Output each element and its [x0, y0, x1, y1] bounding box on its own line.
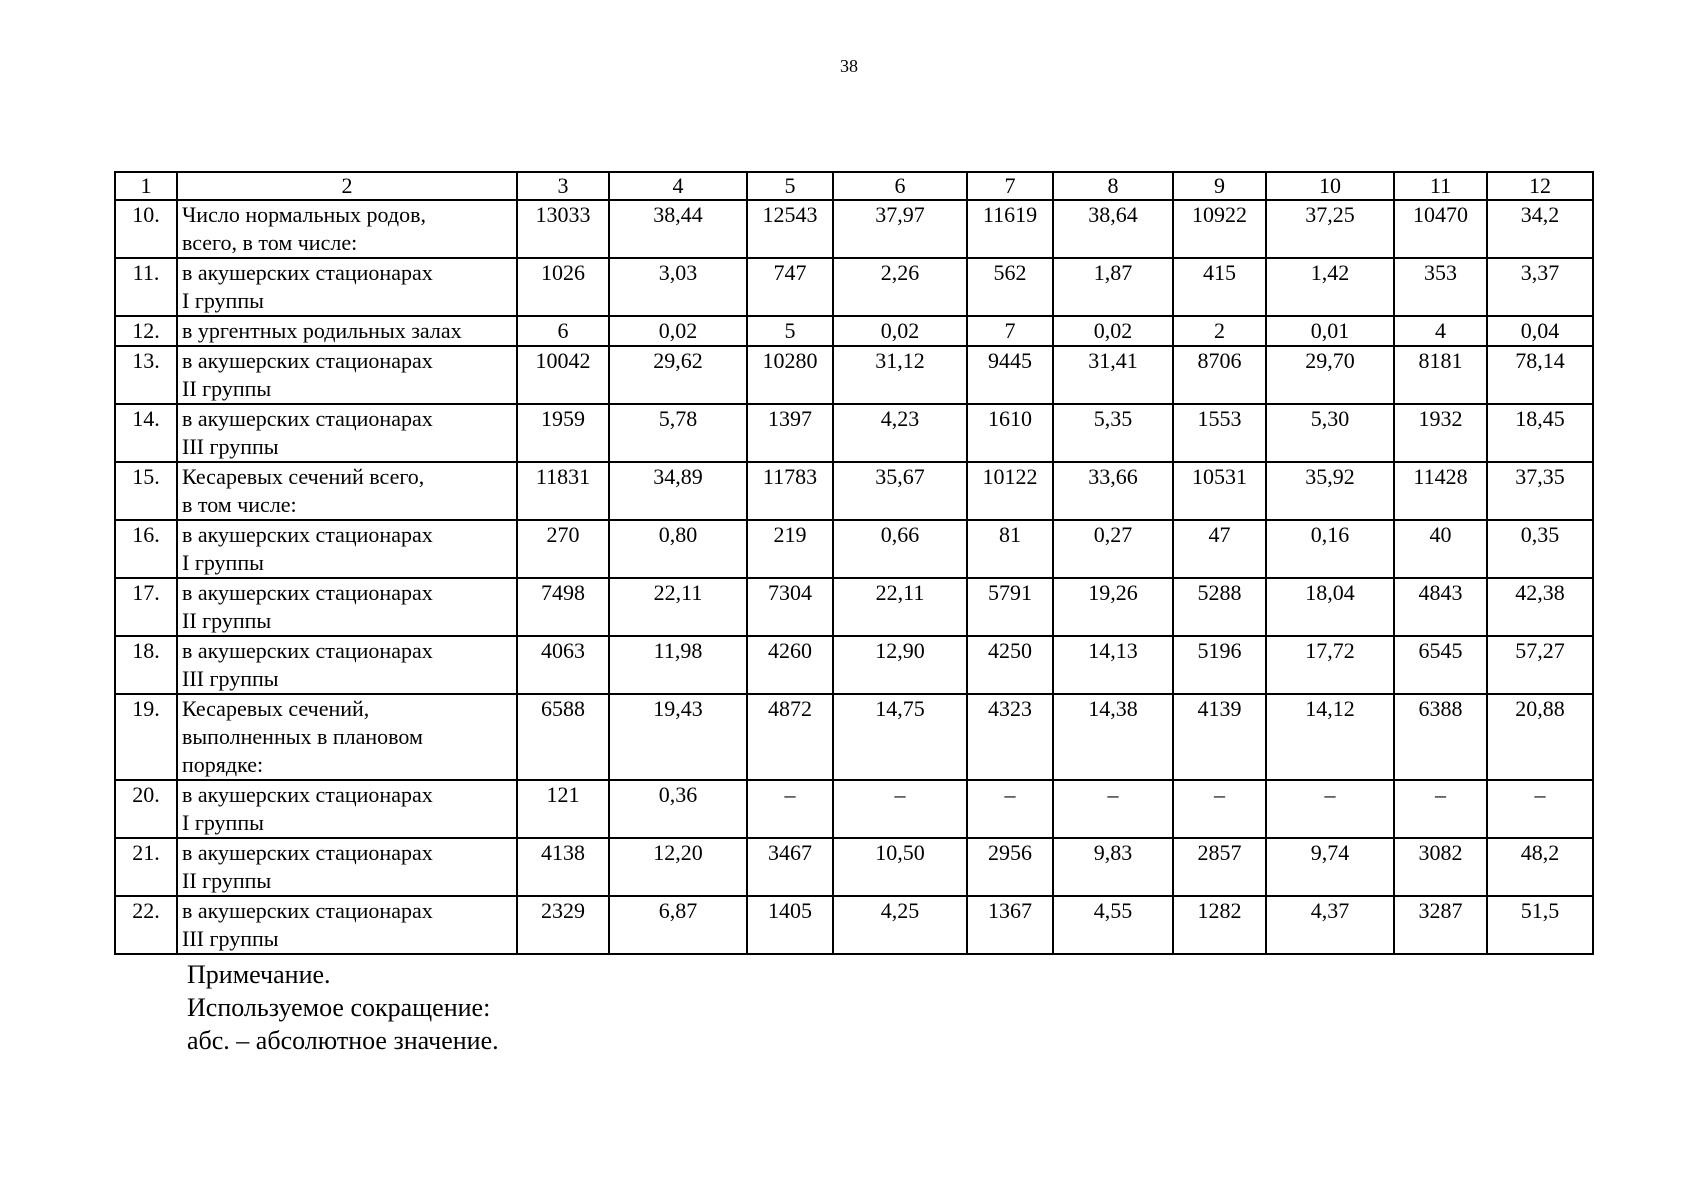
table-cell: 11783 [747, 462, 833, 520]
table-cell: – [1487, 780, 1593, 838]
table-row [115, 316, 1593, 346]
table-cell: 0,35 [1487, 520, 1593, 578]
table-cell: 34,89 [609, 462, 747, 520]
table-cell: 4139 [1173, 694, 1266, 780]
column-header: 6 [833, 172, 967, 200]
table-cell: 10042 [517, 346, 609, 404]
table-cell: 219 [747, 520, 833, 578]
table-cell: 10531 [1173, 462, 1266, 520]
table-cell: 3,37 [1487, 258, 1593, 316]
table-cell: 121 [517, 780, 609, 838]
table-cell: 5288 [1173, 578, 1266, 636]
table-cell: 20,88 [1487, 694, 1593, 780]
row-number: 11. [115, 258, 177, 316]
column-header: 7 [967, 172, 1053, 200]
table-cell: 17,72 [1266, 636, 1394, 694]
column-header: 2 [177, 172, 517, 200]
table-cell: 11428 [1394, 462, 1487, 520]
table-cell: 14,13 [1053, 636, 1173, 694]
table-cell: 1397 [747, 404, 833, 462]
table-cell: 0,02 [609, 316, 747, 346]
table-cell: 31,12 [833, 346, 967, 404]
table-cell: 1959 [517, 404, 609, 462]
table-cell: 0,27 [1053, 520, 1173, 578]
table-row [115, 346, 1593, 404]
table-cell: 5,35 [1053, 404, 1173, 462]
table-cell: 11,98 [609, 636, 747, 694]
table-cell: 6 [517, 316, 609, 346]
row-label: Число нормальных родов, всего, в том числе: [177, 200, 517, 258]
table-cell: 562 [967, 258, 1053, 316]
column-header: 12 [1487, 172, 1593, 200]
table-cell: 37,25 [1266, 200, 1394, 258]
table-cell: 13033 [517, 200, 609, 258]
column-header: 3 [517, 172, 609, 200]
row-label: в акушерских стационарах II группы [177, 578, 517, 636]
table-cell: 1,42 [1266, 258, 1394, 316]
table-cell: 1282 [1173, 896, 1266, 954]
table-cell: 12,20 [609, 838, 747, 896]
row-label: Кесаревых сечений всего, в том числе: [177, 462, 517, 520]
row-number: 22. [115, 896, 177, 954]
table-cell: 4138 [517, 838, 609, 896]
row-label: в акушерских стационарах III группы [177, 636, 517, 694]
table-cell: – [967, 780, 1053, 838]
table-cell: 0,80 [609, 520, 747, 578]
table-body [115, 200, 1593, 954]
table-cell: 747 [747, 258, 833, 316]
table-cell: 4260 [747, 636, 833, 694]
table-cell: 9445 [967, 346, 1053, 404]
table-cell: 12543 [747, 200, 833, 258]
row-label: Кесаревых сечений, выполненных в плановом порядке: [177, 694, 517, 780]
row-label: в акушерских стационарах II группы [177, 346, 517, 404]
table-cell: 0,16 [1266, 520, 1394, 578]
table-cell: 14,75 [833, 694, 967, 780]
table-cell: 51,5 [1487, 896, 1593, 954]
table-cell: 1367 [967, 896, 1053, 954]
row-label: в акушерских стационарах I группы [177, 780, 517, 838]
table-cell: 4872 [747, 694, 833, 780]
table-cell: 8181 [1394, 346, 1487, 404]
row-number: 21. [115, 838, 177, 896]
table-cell: 3287 [1394, 896, 1487, 954]
table-row [115, 462, 1593, 520]
table-cell: 38,44 [609, 200, 747, 258]
note [187, 958, 499, 1057]
table-cell: 2,26 [833, 258, 967, 316]
table-row [115, 200, 1593, 258]
table-cell: – [1394, 780, 1487, 838]
row-label: в акушерских стационарах II группы [177, 838, 517, 896]
table-cell: 4843 [1394, 578, 1487, 636]
table-cell: 11831 [517, 462, 609, 520]
table-row [115, 258, 1593, 316]
table-cell: 6545 [1394, 636, 1487, 694]
table-cell: 10280 [747, 346, 833, 404]
column-header: 1 [115, 172, 177, 200]
table-row [115, 578, 1593, 636]
table-cell: 14,12 [1266, 694, 1394, 780]
page-number: 38 [840, 56, 858, 76]
table-cell: – [833, 780, 967, 838]
table-cell: 37,97 [833, 200, 967, 258]
row-number: 18. [115, 636, 177, 694]
column-header: 4 [609, 172, 747, 200]
table-cell: 31,41 [1053, 346, 1173, 404]
table-cell: 2956 [967, 838, 1053, 896]
table-cell: 81 [967, 520, 1053, 578]
row-number: 17. [115, 578, 177, 636]
table-cell: 29,62 [609, 346, 747, 404]
table-cell: 1405 [747, 896, 833, 954]
table-row [115, 780, 1593, 838]
row-number: 10. [115, 200, 177, 258]
row-label: в акушерских стационарах III группы [177, 896, 517, 954]
table-cell: 0,02 [833, 316, 967, 346]
table-cell: 35,92 [1266, 462, 1394, 520]
table-cell: 1932 [1394, 404, 1487, 462]
table-cell: 3,03 [609, 258, 747, 316]
table-cell: 1610 [967, 404, 1053, 462]
table-cell: 7304 [747, 578, 833, 636]
table-cell: 4323 [967, 694, 1053, 780]
table-cell: 5196 [1173, 636, 1266, 694]
table-cell: 0,04 [1487, 316, 1593, 346]
table-cell: 4,55 [1053, 896, 1173, 954]
row-label: в акушерских стационарах I группы [177, 258, 517, 316]
table-cell: 3467 [747, 838, 833, 896]
table-row [115, 636, 1593, 694]
table-cell: 4,37 [1266, 896, 1394, 954]
table-cell: 4063 [517, 636, 609, 694]
row-label: в акушерских стационарах III группы [177, 404, 517, 462]
table-cell: 38,64 [1053, 200, 1173, 258]
row-number: 14. [115, 404, 177, 462]
table-cell: 4 [1394, 316, 1487, 346]
row-label: в акушерских стационарах I группы [177, 520, 517, 578]
table-cell: 0,01 [1266, 316, 1394, 346]
column-header: 8 [1053, 172, 1173, 200]
table-cell: 18,45 [1487, 404, 1593, 462]
table-cell: 10,50 [833, 838, 967, 896]
table-cell: 12,90 [833, 636, 967, 694]
table-cell: 9,83 [1053, 838, 1173, 896]
table-cell: 19,26 [1053, 578, 1173, 636]
table-cell: 37,35 [1487, 462, 1593, 520]
table-row [115, 404, 1593, 462]
column-header: 11 [1394, 172, 1487, 200]
table-cell: 18,04 [1266, 578, 1394, 636]
table-cell: 1,87 [1053, 258, 1173, 316]
table-cell: – [747, 780, 833, 838]
table-cell: 47 [1173, 520, 1266, 578]
note-title: Примечание. [187, 960, 331, 989]
table-cell: 10922 [1173, 200, 1266, 258]
row-number: 20. [115, 780, 177, 838]
table-cell: – [1053, 780, 1173, 838]
column-header: 5 [747, 172, 833, 200]
table-cell: 5,78 [609, 404, 747, 462]
table-cell: 11619 [967, 200, 1053, 258]
row-number: 13. [115, 346, 177, 404]
table-row [115, 896, 1593, 954]
table-cell: 4,25 [833, 896, 967, 954]
table-cell: 5 [747, 316, 833, 346]
row-label: в ургентных родильных залах [177, 316, 517, 346]
header-row [115, 172, 1593, 200]
table-cell: 42,38 [1487, 578, 1593, 636]
table-cell: 270 [517, 520, 609, 578]
table-cell: 6388 [1394, 694, 1487, 780]
table-cell: 0,36 [609, 780, 747, 838]
table-cell: 14,38 [1053, 694, 1173, 780]
table-cell: 1553 [1173, 404, 1266, 462]
table-cell: 57,27 [1487, 636, 1593, 694]
table-cell: 48,2 [1487, 838, 1593, 896]
table-cell: 78,14 [1487, 346, 1593, 404]
table-cell: 1026 [517, 258, 609, 316]
table-cell: 7498 [517, 578, 609, 636]
table-cell: – [1173, 780, 1266, 838]
table-cell: 5791 [967, 578, 1053, 636]
table-cell: 2 [1173, 316, 1266, 346]
table-cell: 5,30 [1266, 404, 1394, 462]
table-cell: 4250 [967, 636, 1053, 694]
table-cell: 3082 [1394, 838, 1487, 896]
column-header: 9 [1173, 172, 1266, 200]
table-row [115, 838, 1593, 896]
table-cell: 33,66 [1053, 462, 1173, 520]
note-line-1: Используемое сокращение: [187, 993, 491, 1022]
table-cell: 2329 [517, 896, 609, 954]
column-header: 10 [1266, 172, 1394, 200]
table-cell: 35,67 [833, 462, 967, 520]
table-row [115, 520, 1593, 578]
table-cell: 6,87 [609, 896, 747, 954]
table-cell: 4,23 [833, 404, 967, 462]
row-number: 16. [115, 520, 177, 578]
table-cell: 10470 [1394, 200, 1487, 258]
table-cell: 22,11 [609, 578, 747, 636]
row-number: 19. [115, 694, 177, 780]
table-cell: 353 [1394, 258, 1487, 316]
table-cell: 40 [1394, 520, 1487, 578]
table-cell: 0,02 [1053, 316, 1173, 346]
table-cell: 34,2 [1487, 200, 1593, 258]
table-cell: 10122 [967, 462, 1053, 520]
table-cell: 19,43 [609, 694, 747, 780]
table-cell: 0,66 [833, 520, 967, 578]
note-line-2: абс. – абсолютное значение. [187, 1026, 499, 1055]
table-cell: 9,74 [1266, 838, 1394, 896]
row-number: 12. [115, 316, 177, 346]
statistics-table [114, 171, 1594, 955]
table-cell: 415 [1173, 258, 1266, 316]
table-cell: 8706 [1173, 346, 1266, 404]
table-cell: 2857 [1173, 838, 1266, 896]
row-number: 15. [115, 462, 177, 520]
table-cell: 22,11 [833, 578, 967, 636]
table-cell: – [1266, 780, 1394, 838]
table-cell: 6588 [517, 694, 609, 780]
table-cell: 7 [967, 316, 1053, 346]
table-cell: 29,70 [1266, 346, 1394, 404]
table-row [115, 694, 1593, 780]
